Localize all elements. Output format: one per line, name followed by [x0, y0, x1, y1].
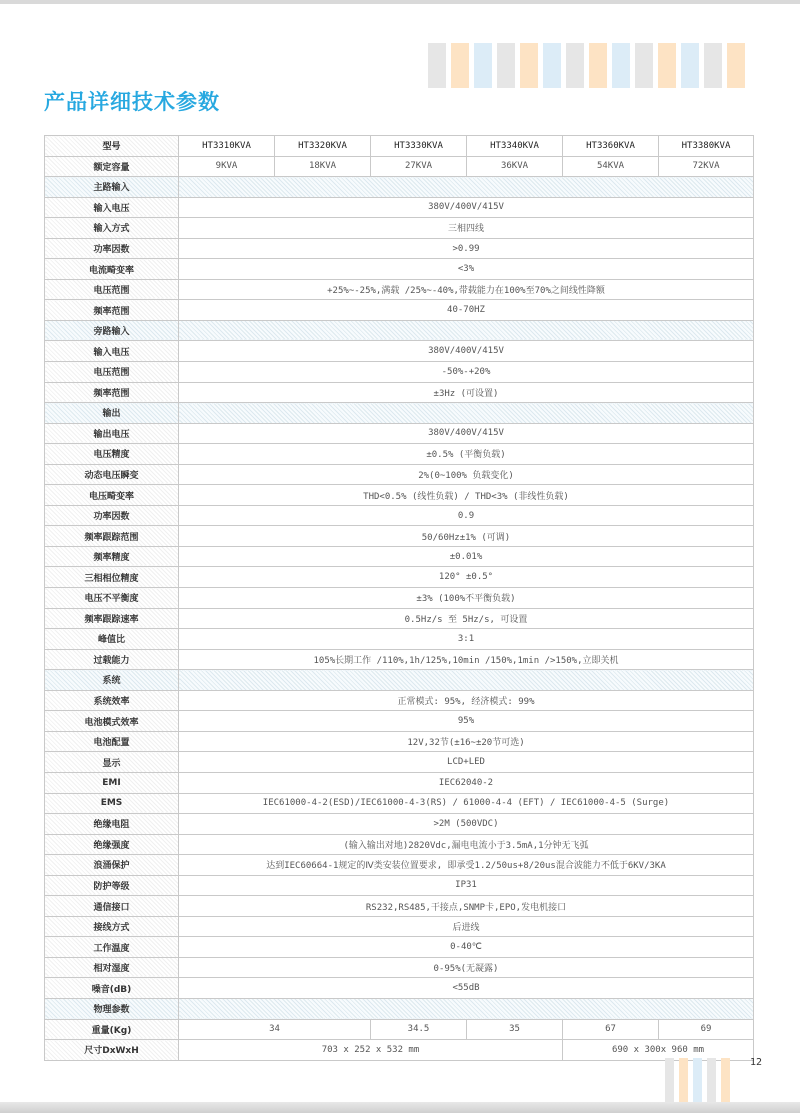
row-value: 95%	[179, 711, 754, 732]
row-value: 12V,32节(±16~±20节可选)	[179, 731, 754, 752]
spec-row	[45, 505, 754, 526]
stripe	[665, 1058, 674, 1102]
row-label: 输入方式	[45, 218, 179, 239]
row-value: -50%-+20%	[179, 362, 754, 383]
stripe	[543, 43, 561, 88]
stripe	[681, 43, 699, 88]
capacity-cell: 27KVA	[371, 156, 467, 177]
stripe	[612, 43, 630, 88]
spec-table	[44, 135, 754, 1061]
row-label: 绝缘电阻	[45, 814, 179, 835]
spec-row	[45, 526, 754, 547]
section-header-row	[45, 320, 754, 341]
row-label: 电流畸变率	[45, 259, 179, 280]
section-title: 物理参数	[45, 998, 179, 1019]
row-value: LCD+LED	[179, 752, 754, 773]
dimensions-row	[45, 1040, 754, 1061]
row-value: 50/60Hz±1% (可调)	[179, 526, 754, 547]
spec-row	[45, 896, 754, 917]
spec-row	[45, 279, 754, 300]
weight-cell: 35	[467, 1019, 563, 1040]
row-label: 绝缘强度	[45, 834, 179, 855]
model-cell: HT3380KVA	[659, 136, 754, 157]
section-title: 旁路输入	[45, 320, 179, 341]
spec-row	[45, 957, 754, 978]
weight-cell: 34.5	[371, 1019, 467, 1040]
stripe	[589, 43, 607, 88]
row-value: >0.99	[179, 238, 754, 259]
capacity-cell: 36KVA	[467, 156, 563, 177]
spec-row	[45, 793, 754, 814]
row-value: ±0.5% (平衡负载)	[179, 444, 754, 465]
row-value: 380V/400V/415V	[179, 341, 754, 362]
spec-row	[45, 772, 754, 793]
spec-row	[45, 608, 754, 629]
spec-row	[45, 546, 754, 567]
spec-row	[45, 875, 754, 896]
model-cell: HT3340KVA	[467, 136, 563, 157]
row-value: 达到IEC60664-1规定的Ⅳ类安装位置要求, 即承受1.2/50us+8/20us混合波能力不低于6KV/3KA	[179, 855, 754, 876]
stripe	[635, 43, 653, 88]
row-value: 380V/400V/415V	[179, 197, 754, 218]
spec-row	[45, 362, 754, 383]
row-value: (输入输出对地)2820Vdc,漏电电流小于3.5mA,1分钟无飞弧	[179, 834, 754, 855]
spec-row	[45, 916, 754, 937]
row-value: IEC61000-4-2(ESD)/IEC61000-4-3(RS) / 61000-4-4 (EFT) / IEC61000-4-5 (Surge)	[179, 793, 754, 814]
capacity-row	[45, 156, 754, 177]
section-title: 主路输入	[45, 177, 179, 198]
section-filler	[179, 403, 754, 424]
row-label: 动态电压瞬变	[45, 464, 179, 485]
row-value: 0-40℃	[179, 937, 754, 958]
row-label: 频率精度	[45, 546, 179, 567]
row-label: 功率因数	[45, 238, 179, 259]
row-label: 电池配置	[45, 731, 179, 752]
row-label: 输入电压	[45, 197, 179, 218]
weight-cell: 34	[179, 1019, 371, 1040]
spec-row	[45, 731, 754, 752]
row-label: 电池模式效率	[45, 711, 179, 732]
stripe	[721, 1058, 730, 1102]
spec-row	[45, 978, 754, 999]
spec-row	[45, 444, 754, 465]
section-header-row	[45, 403, 754, 424]
spec-row	[45, 629, 754, 650]
spec-row	[45, 567, 754, 588]
row-label: 频率跟踪范围	[45, 526, 179, 547]
spec-row	[45, 300, 754, 321]
spec-row	[45, 464, 754, 485]
row-value: 正常模式: 95%, 经济模式: 99%	[179, 690, 754, 711]
section-filler	[179, 320, 754, 341]
row-value: >2M (500VDC)	[179, 814, 754, 835]
row-label: 相对湿度	[45, 957, 179, 978]
row-value: IP31	[179, 875, 754, 896]
row-label: 频率范围	[45, 382, 179, 403]
stripe	[693, 1058, 702, 1102]
row-label: 过载能力	[45, 649, 179, 670]
stripe	[474, 43, 492, 88]
weight-cell: 69	[659, 1019, 754, 1040]
spec-row	[45, 259, 754, 280]
row-value: THD<0.5% (线性负载) / THD<3% (非线性负载)	[179, 485, 754, 506]
row-label: 通信接口	[45, 896, 179, 917]
spec-row	[45, 218, 754, 239]
section-filler	[179, 177, 754, 198]
capacity-cell: 18KVA	[275, 156, 371, 177]
row-value: ±3% (100%不平衡负载)	[179, 588, 754, 609]
row-value: 3:1	[179, 629, 754, 650]
spec-row	[45, 937, 754, 958]
capacity-cell: 9KVA	[179, 156, 275, 177]
decorative-stripes-top	[428, 43, 745, 88]
page-number: 12	[750, 1057, 763, 1068]
row-label: 型号	[45, 136, 179, 157]
capacity-cell: 54KVA	[563, 156, 659, 177]
weight-cell: 67	[563, 1019, 659, 1040]
row-label: 输入电压	[45, 341, 179, 362]
row-label: 尺寸DxWxH	[45, 1040, 179, 1061]
row-value: 0-95%(无凝露)	[179, 957, 754, 978]
spec-row	[45, 485, 754, 506]
stripe	[707, 1058, 716, 1102]
row-label: 防护等级	[45, 875, 179, 896]
row-value: <55dB	[179, 978, 754, 999]
row-value: 0.9	[179, 505, 754, 526]
row-label: EMI	[45, 772, 179, 793]
spec-row	[45, 238, 754, 259]
stripe	[428, 43, 446, 88]
row-label: 重量(Kg)	[45, 1019, 179, 1040]
spec-row	[45, 341, 754, 362]
stripe	[704, 43, 722, 88]
spec-row	[45, 423, 754, 444]
stripe	[727, 43, 745, 88]
bottom-rule	[0, 1102, 800, 1113]
spec-row	[45, 690, 754, 711]
decorative-stripes-bottom	[665, 1058, 730, 1102]
model-cell: HT3320KVA	[275, 136, 371, 157]
section-title: 系统	[45, 670, 179, 691]
spec-row	[45, 711, 754, 732]
row-value: <3%	[179, 259, 754, 280]
row-label: 三相相位精度	[45, 567, 179, 588]
row-label: 电压范围	[45, 279, 179, 300]
row-value: 后进线	[179, 916, 754, 937]
row-value: 三相四线	[179, 218, 754, 239]
section-title: 输出	[45, 403, 179, 424]
spec-row	[45, 649, 754, 670]
stripe	[566, 43, 584, 88]
stripe	[658, 43, 676, 88]
spec-row	[45, 855, 754, 876]
section-header-row	[45, 670, 754, 691]
weight-row	[45, 1019, 754, 1040]
row-label: 额定容量	[45, 156, 179, 177]
spec-row	[45, 588, 754, 609]
section-header-row	[45, 998, 754, 1019]
stripe	[520, 43, 538, 88]
row-label: 工作温度	[45, 937, 179, 958]
row-value: 2%(0~100% 负载变化)	[179, 464, 754, 485]
row-label: 系统效率	[45, 690, 179, 711]
row-value: +25%~-25%,满载 /25%~-40%,带载能力在100%至70%之间线性降额	[179, 279, 754, 300]
row-value: 105%长期工作 /110%,1h/125%,10min /150%,1min />150%,立即关机	[179, 649, 754, 670]
header-row	[45, 136, 754, 157]
row-value: RS232,RS485,干接点,SNMP卡,EPO,发电机接口	[179, 896, 754, 917]
row-value: ±3Hz (可设置)	[179, 382, 754, 403]
row-label: 频率跟踪速率	[45, 608, 179, 629]
spec-row	[45, 834, 754, 855]
model-cell: HT3360KVA	[563, 136, 659, 157]
row-label: 电压范围	[45, 362, 179, 383]
row-label: 功率因数	[45, 505, 179, 526]
row-label: 接线方式	[45, 916, 179, 937]
row-label: 噪音(dB)	[45, 978, 179, 999]
row-value: 40-70HZ	[179, 300, 754, 321]
row-label: EMS	[45, 793, 179, 814]
stripe	[497, 43, 515, 88]
top-rule	[0, 0, 800, 4]
section-filler	[179, 998, 754, 1019]
dimensions-cell: 690 x 300x 960 mm	[563, 1040, 754, 1061]
spec-row	[45, 752, 754, 773]
spec-row	[45, 197, 754, 218]
section-filler	[179, 670, 754, 691]
row-value: 120° ±0.5°	[179, 567, 754, 588]
row-value: 380V/400V/415V	[179, 423, 754, 444]
row-value: 0.5Hz/s 至 5Hz/s, 可设置	[179, 608, 754, 629]
row-label: 浪涌保护	[45, 855, 179, 876]
row-value: IEC62040-2	[179, 772, 754, 793]
row-label: 电压不平衡度	[45, 588, 179, 609]
row-label: 电压畸变率	[45, 485, 179, 506]
row-label: 峰值比	[45, 629, 179, 650]
spec-row	[45, 814, 754, 835]
stripe	[451, 43, 469, 88]
row-label: 输出电压	[45, 423, 179, 444]
row-label: 电压精度	[45, 444, 179, 465]
model-cell: HT3310KVA	[179, 136, 275, 157]
dimensions-cell: 703 x 252 x 532 mm	[179, 1040, 563, 1061]
row-label: 频率范围	[45, 300, 179, 321]
stripe	[679, 1058, 688, 1102]
model-cell: HT3330KVA	[371, 136, 467, 157]
capacity-cell: 72KVA	[659, 156, 754, 177]
row-label: 显示	[45, 752, 179, 773]
page-title: 产品详细技术参数	[44, 90, 220, 114]
section-header-row	[45, 177, 754, 198]
spec-row	[45, 382, 754, 403]
row-value: ±0.01%	[179, 546, 754, 567]
